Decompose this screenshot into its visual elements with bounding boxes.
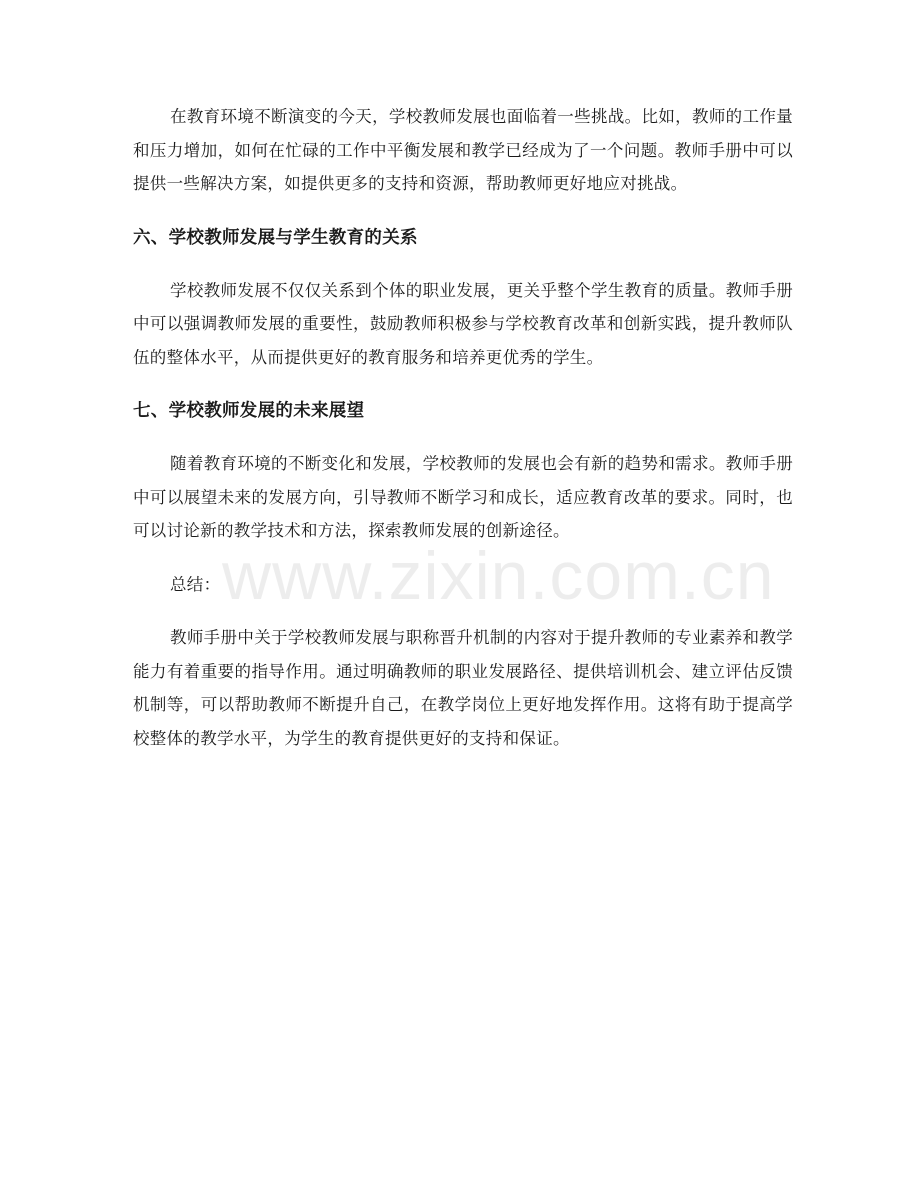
paragraph-challenges: 在教育环境不断演变的今天，学校教师发展也面临着一些挑战。比如，教师的工作量和压力增加，如何在忙碌的工作中平衡发展和教学已经成为了一个问题。教师手册中可以提供一些解决方案，如提供更多的支持和资源，帮助教师更好地应对挑战。 [133,107,793,193]
summary-label: 总结： [170,574,221,594]
document-body [133,100,793,775]
section-7-heading: 七、学校教师发展的未来展望 [133,401,365,421]
summary-paragraph: 教师手册中关于学校教师发展与职称晋升机制的内容对于提升教师的专业素养和教学能力有着重要的指导作用。通过明确教师的职业发展路径、提供培训机会、建立评估反馈机制等，可以帮助教师不断提升自己，在教学岗位上更好地发挥作用。这将有助于提高学校整体的教学水平，为学生的教育提供更好的支持和保证。 [133,628,793,748]
section-7-paragraph: 随着教育环境的不断变化和发展，学校教师的发展也会有新的趋势和需求。教师手册中可以展望未来的发展方向，引导教师不断学习和成长，适应教育改革的要求。同时，也可以讨论新的教学技术和方法，探索教师发展的创新途径。 [133,454,793,540]
section-6-paragraph: 学校教师发展不仅仅关系到个体的职业发展，更关乎整个学生教育的质量。教师手册中可以强调教师发展的重要性，鼓励教师积极参与学校教育改革和创新实践，提升教师队伍的整体水平，从而提供更好的教育服务和培养更优秀的学生。 [133,280,793,367]
section-6-heading: 六、学校教师发展与学生教育的关系 [133,227,418,248]
watermark: www.zixin.com.cn [222,538,775,614]
